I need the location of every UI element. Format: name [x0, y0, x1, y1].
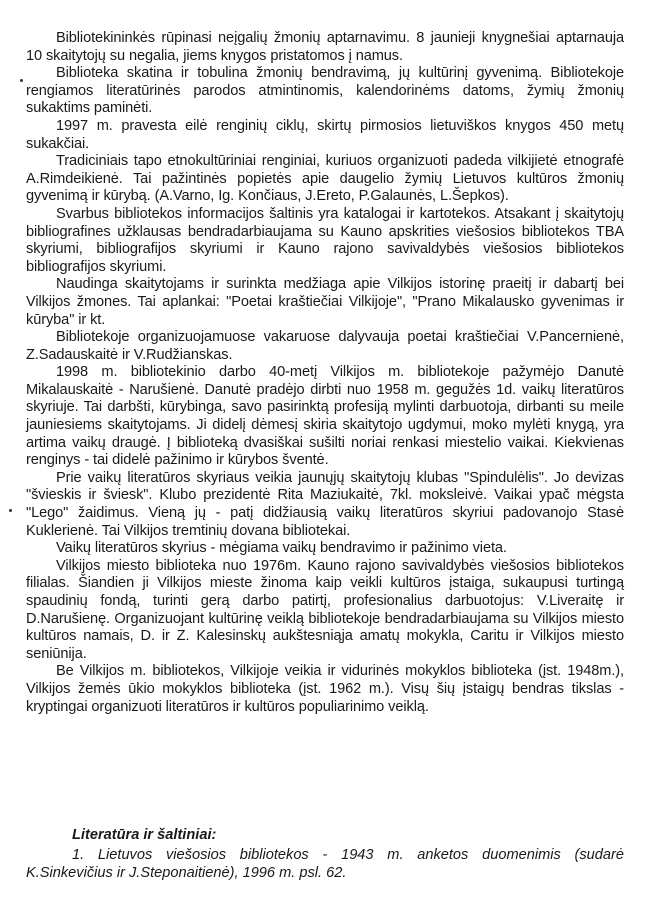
- paragraph-branch-library: Vilkijos miesto biblioteka nuo 1976m. Kauno rajono savivaldybės viešosios bibliotekos filialas. Šiandien ji Vilkijos mieste žinoma kaip veikli kultūros įstaiga, sukaupusi turtingą spaudinių fondą, turinti gerą darbo patirtį, profesionalius darbuotojus: V.Liveraitę ir D.Narušienę. Organizuojant kultūrinę veiklą bibliotekoje bendradarbiaujama su Vilkijos miesto kultūros namais, D. ir Z. Kalesinskų aukštesniąja amatų mokykla, Caritu ir Vilkijos miesto seniūnija.: [26, 557, 624, 662]
- document-body: [26, 30, 624, 716]
- paragraph-1997-events: 1997 m. pravesta eilė renginių ciklų, skirtų pirmosios lietuviškos knygos 450 metų sukakčiai.: [26, 117, 624, 152]
- paragraph-reading-club: Prie vaikų literatūros skyriaus veikia jaunųjų skaitytojų klubas "Spindulėlis". Jo devizas "švieskis ir šviesk". Klubo prezidentė Rita Maziukaitė, 7kl. moksleivė. Vaikai ypač mėgsta "Lego" žaidimus. Vieną jų - patį didžiausią vaikų literatūros skyriui padovanojo Stasė Kuklerienė. Tai Vilkijos tremtinių dovana bibliotekai.: [26, 469, 624, 539]
- paragraph-disabled-service: Bibliotekininkės rūpinasi neįgalių žmonių aptarnavimu. 8 jaunieji knygnešiai aptarnauja 10 skaitytojų su negalia, jiems knygos pristatomos į namus.: [26, 30, 624, 64]
- scan-speck: [9, 509, 12, 512]
- paragraph-anniversary: 1998 m. bibliotekinio darbo 40-metį Vilkijos m. bibliotekoje pažymėjo Danutė Mikalauskaitė - Narušienė. Danutė pradėjo dirbti nuo 1958 m. gegužės 1d. vaikų literatūros skyriuje. Tai darbšti, kūrybinga, savo pasirinktą profesiją mylinti darbuotoja, dirbanti su meile jauniesiems skaitytojams. Ji didelį dėmesį skiria skaitytojo ugdymui, moko mylėti knygą, yra artima vaikų draugė. Į biblioteką dvasiškai sušilti noriai renkasi miestelio vaikai. Kiekvienas renginys - tai didelė pažinimo ir kūrybos šventė.: [26, 364, 624, 469]
- paragraph-children-section: Vaikų literatūros skyrius - mėgiama vaikų bendravimo ir pažinimo vieta.: [56, 540, 507, 557]
- references-section: [26, 826, 624, 882]
- reference-item: 1. Lietuvos viešosios bibliotekos - 1943 m. anketos duomenimis (sudarė K.Sinkevičius ir J.Steponaitienė), 1996 m. psl. 62.: [26, 847, 624, 881]
- paragraph-catalogues: Svarbus bibliotekos informacijos šaltinis yra katalogai ir kartotekos. Atsakant į skaitytojų bibliografines užklausas bendradarbiaujama su Kauno apskrities viešosios bibliotekos TBA skyriumi, bibliografijos skyriumi ir Kauno rajono savivaldybės viešosios bibliotekos bibliografijos skyriumi.: [26, 205, 624, 275]
- paragraph-ethnocultural: Tradiciniais tapo etnokultūriniai renginiai, kuriuos organizuoti padeda vilkijietė etnografė A.Rimdeikienė. Tai pažintinės popietės apie daugelio žymių Lietuvos kultūros žmonių gyvenimą ir kūrybą. (A.Varno, Ig. Končiaus, J.Ereto, P.Galaunės, L.Šepkos).: [26, 153, 624, 205]
- paragraph-cultural-life: Biblioteka skatina ir tobulina žmonių bendravimą, jų kultūrinį gyvenimą. Bibliotekoje rengiamos literatūrinės parodos atmintinomis, kalendorinėms datoms, žymių žmonių sukaktims paminėti.: [26, 65, 624, 117]
- paragraph-other-libraries: Be Vilkijos m. bibliotekos, Vilkijoje veikia ir vidurinės mokyklos biblioteka (įst. 1948m.), Vilkijos žemės ūkio mokyklos biblioteka (įst. 1962 m.). Visų šių įstaigų bendras tikslas - kryptingai organizuoti literatūros ir kultūros populiarinimo veiklą.: [26, 663, 624, 715]
- paragraph-local-history: Naudinga skaitytojams ir surinkta medžiaga apie Vilkijos istorinę praeitį ir dabartį bei Vilkijos žmones. Tai aplankai: "Poetai kraštiečiai Vilkijoje", "Prano Mikalausko gyvenimas ir kūryba" ir kt.: [26, 276, 624, 328]
- references-title: Literatūra ir šaltiniai:: [72, 827, 217, 843]
- scan-speck: [20, 79, 23, 82]
- paragraph-poets: Bibliotekoje organizuojamuose vakaruose dalyvauja poetai kraštiečiai V.Pancernienė, Z.Sadauskaitė ir V.Rudžianskas.: [26, 329, 624, 363]
